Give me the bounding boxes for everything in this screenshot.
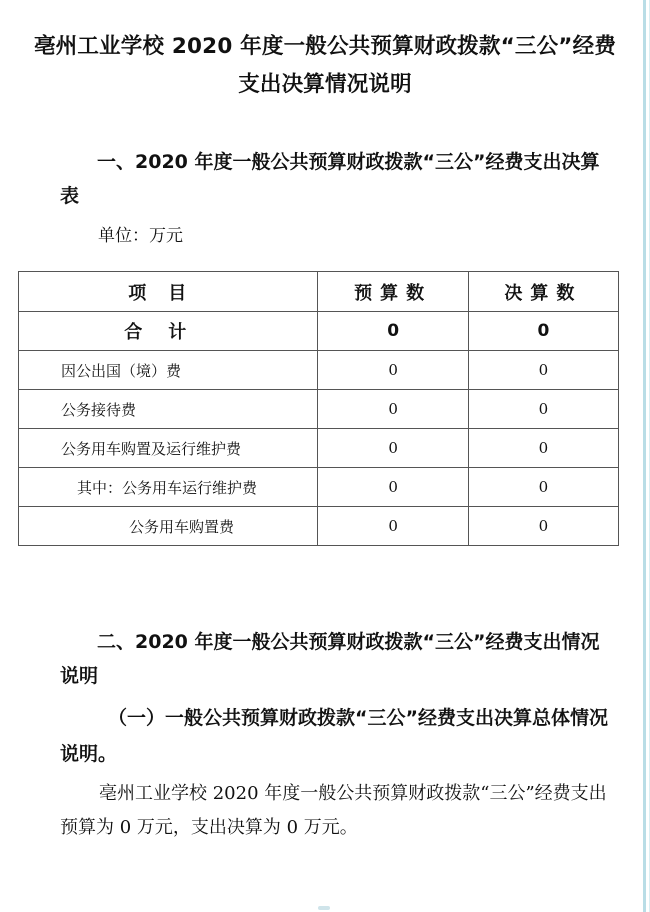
total-final: 0 xyxy=(468,312,618,351)
row-budget: 0 xyxy=(318,429,468,468)
table-row xyxy=(19,507,619,546)
row-final: 0 xyxy=(468,390,618,429)
section2-paragraph: 亳州工业学校 2020 年度一般公共预算财政拨款“三公”经费支出预算为 0 万元，支出决算为 0 万元。 xyxy=(60,783,607,838)
section1-heading: 一、2020 年度一般公共预算财政拨款“三公”经费支出决算表 xyxy=(60,151,600,207)
row-final: 0 xyxy=(468,429,618,468)
section2-subheading: （一）一般公共预算财政拨款“三公”经费支出决算总体情况说明。 xyxy=(60,707,608,765)
table-row xyxy=(19,390,619,429)
page-frame-edge xyxy=(643,0,646,912)
row-final: 0 xyxy=(468,507,618,546)
row-budget: 0 xyxy=(318,507,468,546)
row-final: 0 xyxy=(468,468,618,507)
table-total-row xyxy=(19,312,619,351)
header-final: 决算数 xyxy=(468,272,618,312)
row-label: 公务接待费 xyxy=(19,390,318,429)
table-header-row xyxy=(19,272,619,312)
page-bottom-marker xyxy=(318,906,330,910)
row-budget: 0 xyxy=(318,390,468,429)
row-budget: 0 xyxy=(318,468,468,507)
three-public-expenses-table xyxy=(18,271,619,546)
table-row xyxy=(19,429,619,468)
table-row xyxy=(19,351,619,390)
unit-label: 单位：万元 xyxy=(98,226,183,246)
row-label: 其中：公务用车运行维护费 xyxy=(19,468,318,507)
header-budget: 预算数 xyxy=(318,272,468,312)
total-budget: 0 xyxy=(318,312,468,351)
total-label: 合计 xyxy=(19,312,318,351)
row-label: 公务用车购置及运行维护费 xyxy=(19,429,318,468)
header-item: 项目 xyxy=(19,272,318,312)
row-final: 0 xyxy=(468,351,618,390)
document-title: 亳州工业学校 2020 年度一般公共预算财政拨款“三公”经费支出决算情况说明 xyxy=(33,34,617,97)
row-label: 公务用车购置费 xyxy=(19,507,318,546)
table-row xyxy=(19,468,619,507)
section2-heading: 二、2020 年度一般公共预算财政拨款“三公”经费支出情况说明 xyxy=(60,631,600,687)
row-label: 因公出国（境）费 xyxy=(19,351,318,390)
row-budget: 0 xyxy=(318,351,468,390)
